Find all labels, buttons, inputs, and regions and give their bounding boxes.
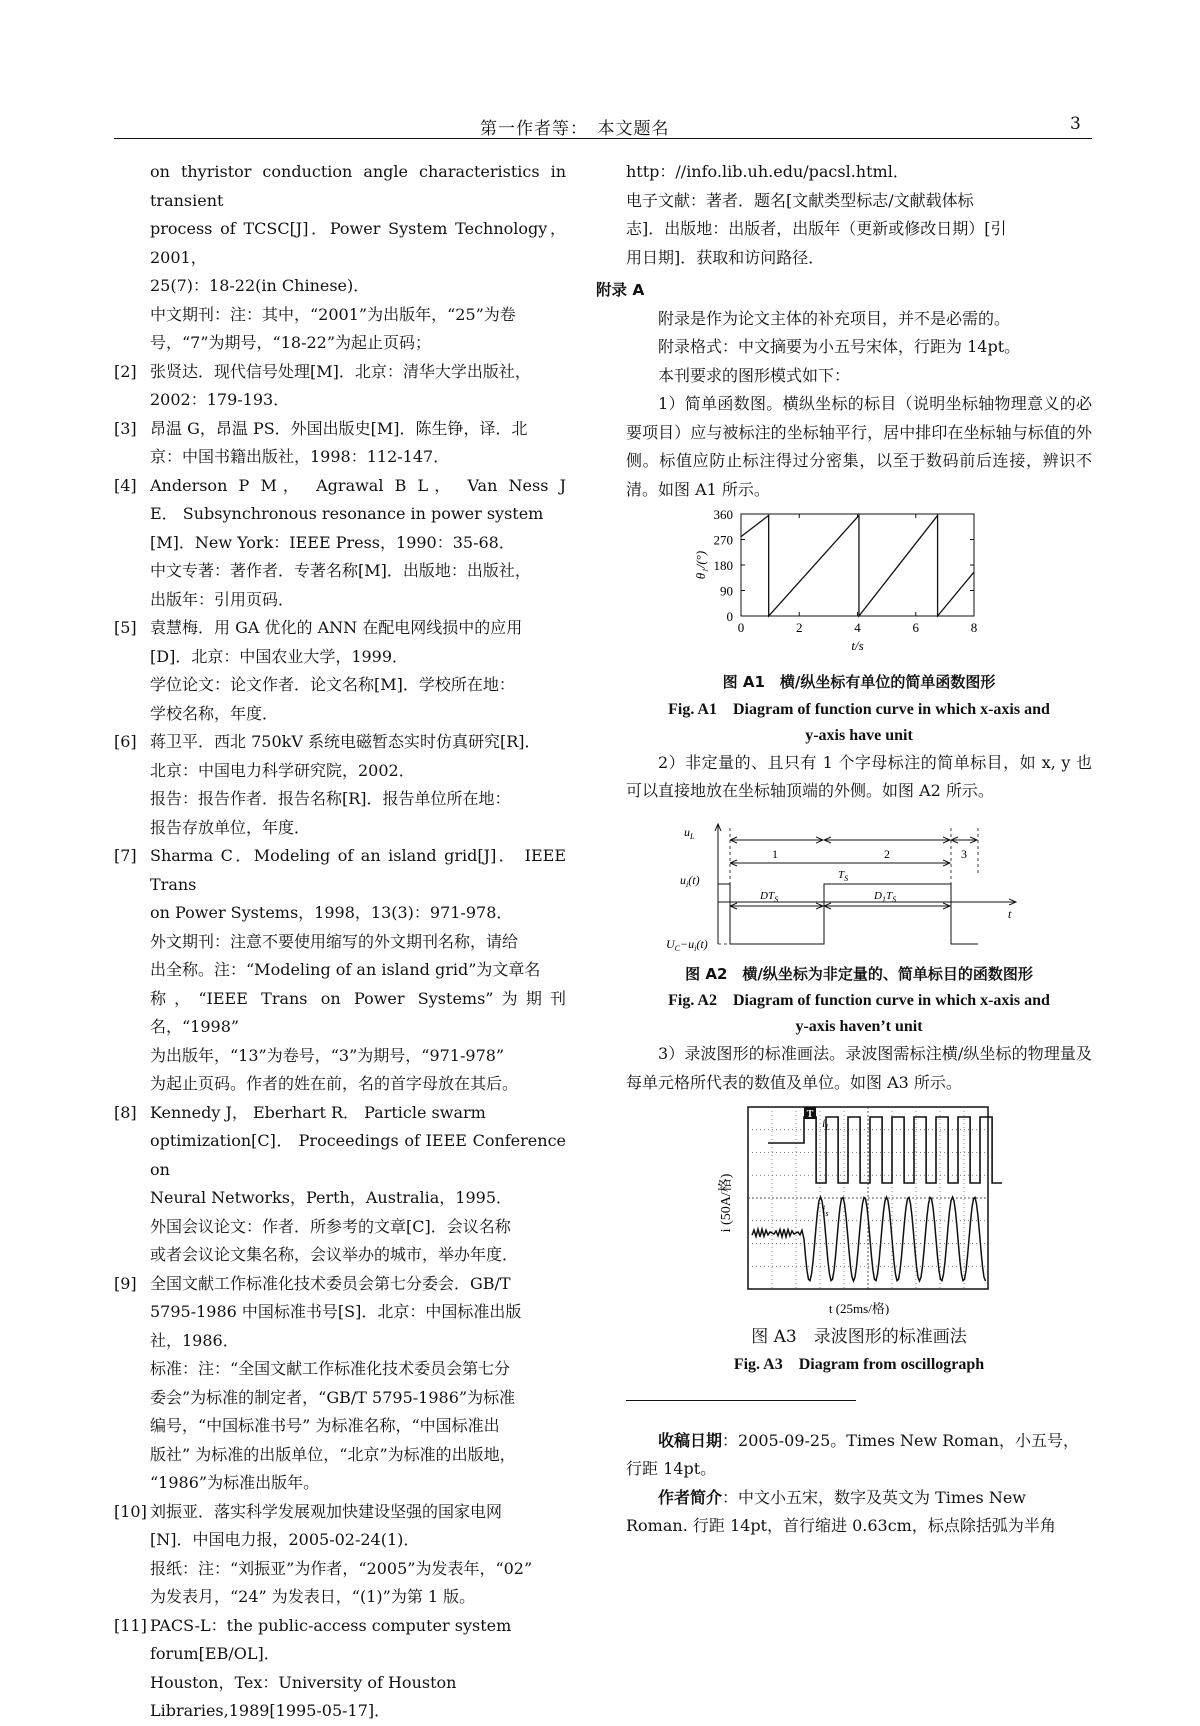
reference-body (150, 1270, 566, 1498)
a2-label-uc: $U_C-u_i(t)$ (666, 936, 708, 953)
running-header-title: 第一作者等： 本文题名 (480, 119, 670, 139)
appendix-para-6: 3）录波图形的标准画法。录波图需标注横/纵坐标的物理量及每单元格所代表的数值及单位。如图 A3 所示。 (626, 1044, 1092, 1092)
reference-number: [11] (114, 1615, 147, 1635)
footnote-author (626, 1484, 1092, 1513)
reference-body (150, 842, 566, 1099)
a2-dts-label: $DT_S$ (760, 889, 779, 904)
reference-entry (114, 1498, 566, 1612)
reference-number: [2] (114, 361, 137, 381)
header-rule (114, 138, 1092, 139)
reference-entry (114, 415, 566, 472)
a3-trace1-label-sub: L (825, 1123, 830, 1132)
page-number: 3 (1070, 114, 1081, 134)
reference-body (150, 472, 566, 615)
reference-number: [10] (114, 1501, 147, 1521)
reference-line: 称，“IEEE Trans on Power Systems”为期刊名，“1998” (150, 988, 566, 1036)
reference-line: forum[EB/OL]． (150, 1644, 280, 1663)
a1-y-tick-label: 360 (713, 507, 733, 522)
figure-a3-caption-cn: 图 A3 录波图形的标准画法 (751, 1327, 967, 1347)
reference-line: 版社” 为标准的出版单位，“北京”为标准的出版地， (150, 1444, 516, 1464)
reference-line: Kennedy J， Eberhart R． Particle swarm (150, 1102, 486, 1122)
reference-line: 报告存放单位，年度． (150, 817, 311, 837)
reference-line: 袁慧梅．用 GA 优化的 ANN 在配电网线损中的应用 (150, 618, 523, 637)
reference-line: 标准：注：“全国文献工作标准化技术委员会第七分 (150, 1359, 511, 1378)
reference-body (150, 614, 566, 728)
appendix-para-2: 附录格式：中文摘要为小五号宋体，行距为 14pt。 (658, 337, 1021, 356)
figure-a2-caption-en-line1: Fig. A2 Diagram of function curve in which x-axis and (668, 992, 1050, 1009)
reference-line: Libraries,1989[1995-05-17]． (150, 1701, 391, 1720)
a3-trace2-label-sub: s (825, 1209, 829, 1218)
reference-line: 报告：报告作者．报告名称[R]．报告单位所在地： (150, 789, 511, 808)
footnote-author-text: ：中文小五宋，数字及英文为 Times New (722, 1487, 1026, 1507)
reference-body (150, 1498, 566, 1612)
figure-a3-caption-en: Fig. A3 Diagram from oscillograph (733, 1355, 985, 1373)
reference-number: [6] (114, 732, 137, 751)
reference-entry (114, 614, 566, 728)
reference-line: 刘振亚．落实科学发展观加快建设坚强的国家电网 (150, 1501, 503, 1521)
reference-entry (114, 158, 566, 358)
reference-line: 学校名称，年度． (150, 703, 279, 723)
reference-line: 2002：179-193． (150, 390, 290, 409)
reference-line: 全国文献工作标准化技术委员会第七分委会．GB/T (150, 1273, 511, 1293)
a1-y-tick-label: 0 (726, 609, 733, 624)
a3-trace1-label-main: i (822, 1116, 826, 1130)
reference-number: [7] (114, 846, 137, 865)
reference-line: Neural Networks，Perth，Australia，1995． (150, 1188, 513, 1207)
footnote-received-cont: 行距 14pt。 (626, 1459, 717, 1478)
a2-label-uL: $u_L$ (684, 824, 695, 841)
reference-line: 学位论文：论文作者．论文名称[M]．学校所在地： (150, 675, 515, 694)
figure-a2 (626, 806, 1092, 956)
a2-seg2-label: 2 (884, 846, 890, 861)
reference-line: 号，“7”为期号，“18-22”为起止页码； (150, 333, 432, 352)
a2-seg3-label: 3 (961, 846, 967, 861)
reference-line: 5795-1986 中国标准书号[S]．北京：中国标准出版 (150, 1302, 522, 1321)
reference-line: 中文期刊：注：其中，“2001”为出版年，“25”为卷 (150, 304, 516, 324)
reference-entry (114, 358, 566, 415)
reference-line: 编号，“中国标准书号” 为标准名称，“中国标准出 (150, 1416, 500, 1435)
ref11-continuation (626, 158, 1092, 272)
figure-a2-caption-en-line2: y-axis haven’t unit (795, 1018, 923, 1035)
appendix-para-4: 1）简单函数图。横纵坐标的标目（说明坐标轴物理意义的必要项目）应与被标注的坐标轴平行，居中排印在坐标轴与标值的外侧。标值应防止标注得过分密集，以至于数码前后连接，辨识不清。如图 A1 所示。 (626, 394, 1092, 499)
a3-trace2-label-main: i (822, 1202, 826, 1216)
reference-entry (114, 728, 566, 842)
a1-x-tick-label: 2 (796, 620, 803, 635)
a2-label-ui: $u_i(t)$ (680, 872, 700, 889)
ref-line: 电子文献：著者．题名[文献类型标志/文献载体标 (626, 190, 974, 210)
figure-a2-diagram (626, 806, 1092, 956)
reference-entry (114, 1270, 566, 1498)
reference-line: 报纸：注：“刘振亚”为作者，“2005”为发表年，“02” (150, 1558, 533, 1578)
reference-line: [D]．北京：中国农业大学，1999． (150, 646, 409, 666)
reference-line: 为发表月，“24” 为发表日，“(1)”为第 1 版。 (150, 1587, 476, 1606)
a1-series-line (741, 515, 974, 616)
reference-number: [8] (114, 1102, 137, 1122)
a1-x-tick-label: 8 (970, 620, 978, 635)
reference-line: 外国会议论文：作者．所参考的文章[C]．会议名称 (150, 1216, 511, 1236)
reference-line: 蒋卫平．西北 750kV 系统电磁暂态实时仿真研究[R]． (150, 732, 541, 751)
reference-entry (114, 472, 566, 615)
reference-line: 张贤达．现代信号处理[M]．北京：清华大学出版社， (150, 361, 531, 381)
reference-body (150, 158, 566, 358)
reference-line: 委会”为标准的制定者，“GB/T 5795-1986”为标准 (150, 1387, 516, 1407)
appendix-para-1: 附录是作为论文主体的补充项目，并不是必需的。 (658, 308, 1011, 328)
figure-a2-caption-cn: 图 A2 横/纵坐标为非定量的、简单标目的函数图形 (685, 964, 1033, 983)
reference-line: [N]．中国电力报，2005-02-24(1)． (150, 1530, 420, 1549)
reference-body (150, 728, 566, 842)
reference-line: 出全称。注：“Modeling of an island grid”为文章名 (150, 960, 541, 979)
reference-entry (114, 842, 566, 1099)
a1-ylabel: θ₁/(°) (693, 550, 708, 580)
reference-line: 京：中国书籍出版社，1998：112-147． (150, 447, 450, 466)
ref-line: 用日期]．获取和访问路径． (626, 247, 825, 267)
reference-number: [5] (114, 618, 137, 637)
a1-plot-frame (741, 514, 974, 616)
footnote-rule (626, 1400, 856, 1401)
reference-body (150, 1612, 566, 1726)
reference-line: PACS-L：the public-access computer system (150, 1615, 512, 1635)
figure-a3 (626, 1103, 1092, 1315)
reference-line: 中文专著：著作者．专著名称[M]．出版地：出版社， (150, 561, 531, 580)
footnote-received (626, 1427, 1092, 1456)
reference-line: 北京：中国电力科学研究院，2002． (150, 760, 415, 780)
a1-y-tick-label: 180 (713, 558, 733, 573)
a1-xlabel: t/s (851, 638, 864, 653)
reference-line: 为出版年，“13”为卷号，“3”为期号，“971-978” (150, 1045, 505, 1065)
a2-d1ts-label: $D_1T_S$ (874, 889, 897, 904)
reference-line: Houston，Tex：University of Houston (150, 1672, 457, 1692)
reference-entry (114, 1099, 566, 1270)
a1-x-tick-label: 6 (912, 620, 919, 635)
footnote-received-label: 收稿日期 (658, 1430, 723, 1450)
a2-ts-label: $T_S$ (838, 868, 849, 883)
a1-x-tick-label: 4 (854, 620, 861, 635)
figure-a1-caption-cn: 图 A1 横/纵坐标有单位的简单函数图形 (722, 673, 996, 691)
a1-y-tick-label: 270 (713, 532, 733, 548)
reference-number (114, 158, 150, 358)
footnote-author-cont: Roman. 行距 14pt，首行缩进 0.63cm，标点除括弧为半角 (626, 1516, 1056, 1535)
reference-line: 昂温 G，昂温 PS．外国出版史[M]．陈生铮，译．北 (150, 418, 528, 438)
reference-line: optimization[C]． Proceedings of IEEE Conference on (150, 1131, 566, 1179)
a2-seg1-label: 1 (772, 846, 778, 861)
a1-y-tick-label: 90 (720, 583, 733, 599)
footnote-received-text: ：2005-09-25。Times New Roman，小五号， (722, 1430, 1079, 1450)
reference-body (150, 1099, 566, 1270)
reference-line: process of TCSC[J]．Power System Technology，2001， (150, 219, 566, 267)
reference-line: on Power Systems，1998，13(3)：971-978． (150, 903, 513, 922)
reference-body (150, 358, 566, 415)
reference-line: on thyristor conduction angle characteristics in transient (150, 162, 566, 210)
figure-a3-oscillogram (626, 1103, 1092, 1315)
reference-entry (114, 1612, 566, 1726)
appendix-para-3: 本刊要求的图形模式如下： (658, 365, 851, 385)
reference-line: Anderson P M， Agrawal B L， Van Ness J (150, 475, 566, 495)
reference-number: [9] (114, 1273, 137, 1293)
reference-number: [3] (114, 418, 137, 438)
reference-line: 或者会议论文集名称，会议举办的城市，举办年度． (150, 1245, 519, 1264)
figure-a1-caption-en-line2: y-axis have unit (805, 726, 913, 744)
appendix-para-5: 2）非定量的、且只有 1 个字母标注的简单标目，如 x, y 也可以直接地放在坐标轴顶端的外侧。如图 A2 所示。 (626, 752, 1092, 800)
reference-line: E． Subsynchronous resonance in power system (150, 504, 544, 523)
right-column (596, 158, 1092, 1541)
reference-number: [4] (114, 475, 137, 495)
left-column-references (114, 158, 566, 1726)
footnote-author-label: 作者简介 (658, 1487, 723, 1507)
a2-waveform (718, 884, 978, 944)
reference-line: 出版年：引用页码． (150, 589, 295, 609)
figure-a1-caption-en-line1: Fig. A1 Diagram of function curve in which x-axis and (668, 700, 1050, 718)
reference-line: 社，1986． (150, 1330, 239, 1350)
reference-line: 为起止页码。作者的姓在前，名的首字母放在其后。 (150, 1074, 519, 1093)
figure-a1 (626, 504, 1092, 654)
figure-a1-chart (626, 504, 1092, 654)
ref-line: 志]．出版地：出版者，出版年（更新或修改日期）[引 (626, 219, 1007, 238)
reference-line: 25(7)：18-22(in Chinese)． (150, 276, 370, 295)
appendix-title: 附录 A (596, 281, 645, 299)
reference-line: “1986”为标准出版年。 (150, 1473, 320, 1492)
ref-line: http：//info.lib.uh.edu/pacsl.html． (626, 162, 909, 181)
reference-body (150, 415, 566, 472)
a3-trigger-marker-label: T (806, 1109, 814, 1120)
a1-x-tick-label: 0 (737, 620, 745, 635)
a3-xlabel: t (25ms/格) (828, 1301, 890, 1315)
a3-ylabel: i (50A/格) (719, 1173, 734, 1233)
reference-line: Sharma C．Modeling of an island grid[J]． IEEE Trans (150, 846, 566, 894)
reference-line: 外文期刊：注意不要使用缩写的外文期刊名称，请给 (150, 931, 519, 951)
reference-line: [M]．New York：IEEE Press，1990：35-68． (150, 532, 515, 552)
a2-label-t: t (1008, 906, 1012, 921)
